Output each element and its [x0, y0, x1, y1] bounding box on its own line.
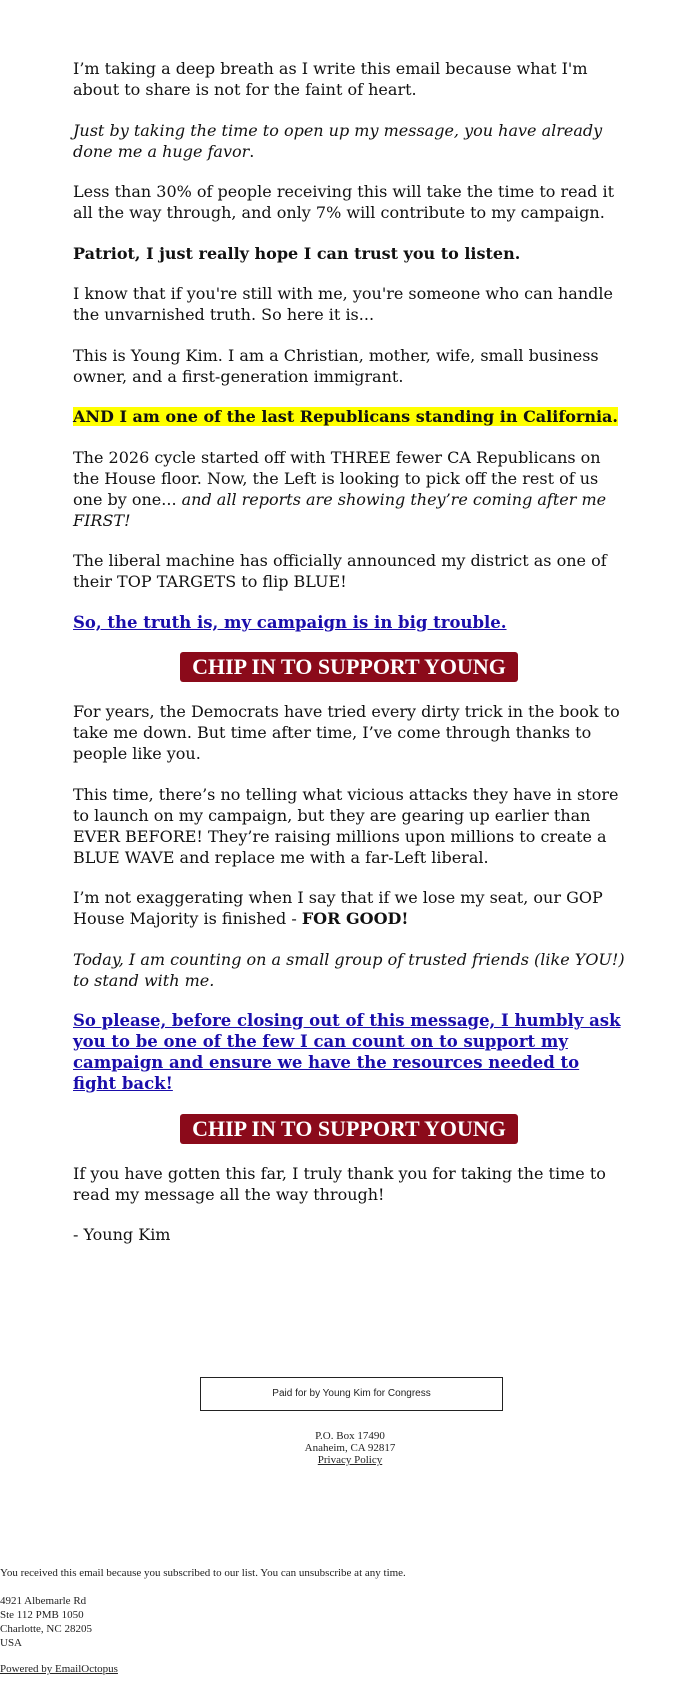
paragraph-bold: Patriot, I just really hope I can trust you to listen.	[73, 243, 521, 263]
paragraph-italic: Today, I am counting on a small group of trusted friends (like YOU!) to stand with me.	[73, 949, 625, 990]
paragraph: I know that if you're still with me, you're someone who can handle the unvarnished truth. So here it is...	[73, 284, 613, 324]
paragraph: I’m taking a deep breath as I write this email because what I'm about to share is not for the faint of heart.	[73, 59, 588, 99]
campaign-address: P.O. Box 17490 Anaheim, CA 92817 Privacy Policy	[304, 1430, 396, 1466]
chip-in-button-2[interactable]: CHIP IN TO SUPPORT YOUNG KIM	[180, 1114, 518, 1144]
paragraph: The 2026 cycle started off with THREE fewer CA Republicans on the House floor. Now, the Left is looking to pick off the rest of us one by one... and all reports are showing they’re coming after me FIRST!	[73, 447, 607, 530]
paragraph: Less than 30% of people receiving this will take the time to read it all the way through, and only 7% will contribute to my campaign.	[73, 182, 615, 222]
chip-in-button-1[interactable]: CHIP IN TO SUPPORT YOUNG KIM	[180, 652, 518, 682]
paragraph: I’m not exaggerating when I say that if we lose my seat, our GOP House Majority is finished - FOR GOOD!	[73, 888, 603, 928]
paragraph: The liberal machine has officially announced my district as one of their TOP TARGETS to flip BLUE!	[73, 551, 607, 591]
signature: - Young Kim	[73, 1225, 171, 1244]
paragraph: This is Young Kim. I am a Christian, mother, wife, small business owner, and a first-generation immigrant.	[73, 345, 599, 386]
privacy-policy-link[interactable]: Privacy Policy	[317, 1454, 383, 1466]
paragraph: If you have gotten this far, I truly thank you for taking the time to read my message all the way through!	[73, 1163, 606, 1204]
highlighted-paragraph: AND I am one of the last Republicans standing in California.	[73, 407, 618, 426]
email-body	[73, 58, 625, 1265]
paragraph: For years, the Democrats have tried every dirty trick in the book to take me down. But time after time, I’ve come through thanks to people like you.	[73, 702, 620, 763]
powered-by-link[interactable]: Powered by EmailOctopus	[0, 1663, 118, 1675]
paragraph-italic: Just by taking the time to open up my message, you have already done me a huge favor.	[73, 120, 603, 161]
paragraph: This time, there’s no telling what vicious attacks they have in store to launch on my campaign, but they are gearing up earlier than EVER BEFORE! They’re raising millions upon millions to create a BLUE WAVE and replace me with a far-Left liberal.	[73, 784, 619, 867]
donate-link-2[interactable]: So please, before closing out of this message, I humbly ask you to be one of the few I can count on to support my campaign and ensure we have the resources needed to fight back!	[73, 1011, 621, 1093]
donate-link-1[interactable]: So, the truth is, my campaign is in big trouble.	[73, 612, 507, 632]
paid-for-disclaimer: Paid for by Young Kim for Congress	[200, 1377, 503, 1411]
subscription-notice: You received this email because you subscribed to our list. You can unsubscribe at any time.	[0, 1567, 406, 1579]
sender-address: 4921 Albemarle Rd Ste 112 PMB 1050 Charlotte, NC 28205 USA	[0, 1595, 92, 1649]
